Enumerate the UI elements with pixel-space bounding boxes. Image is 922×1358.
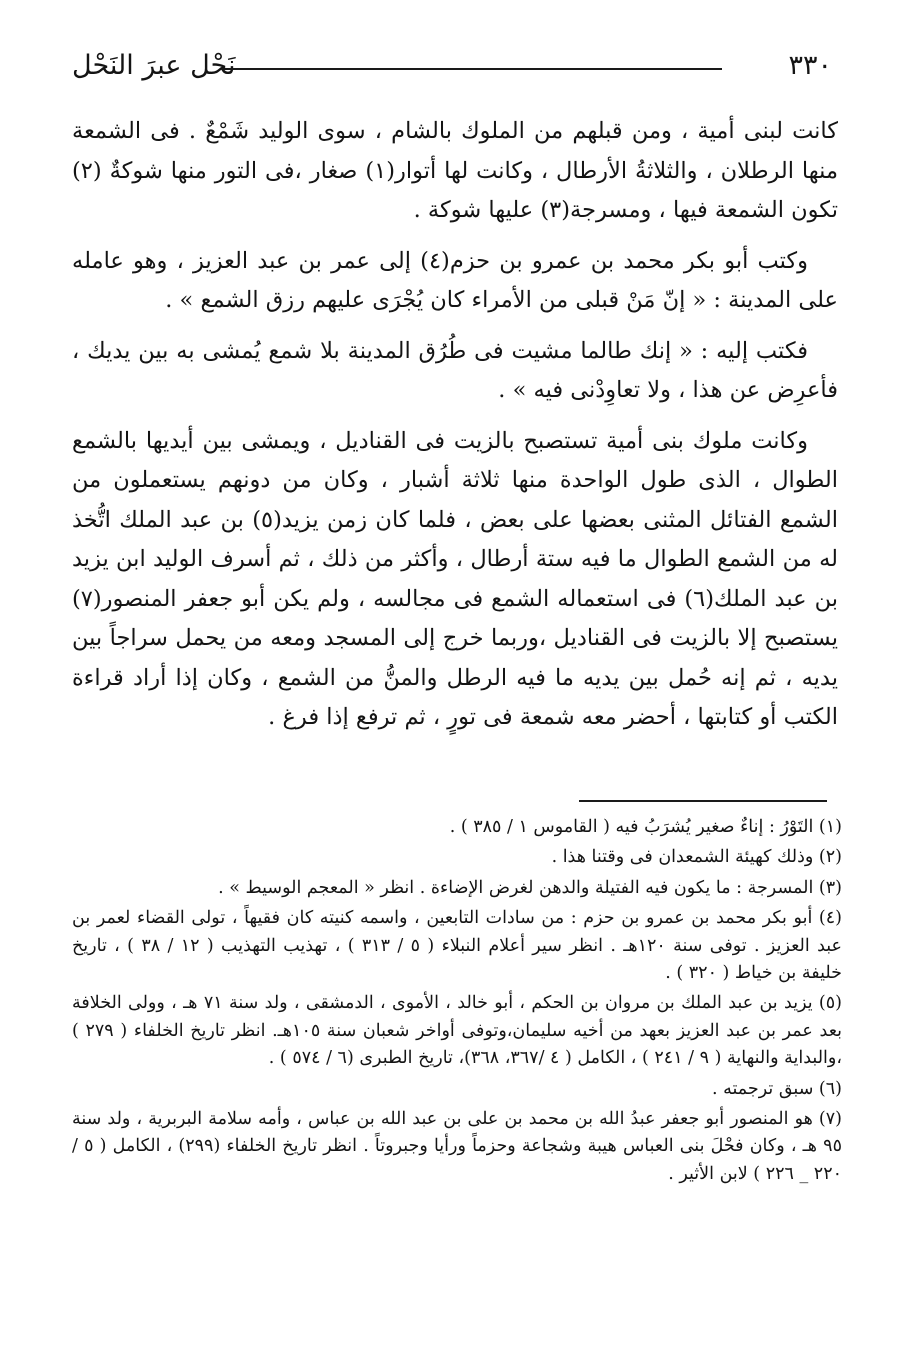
footnote: (٥) يزيد بن عبد الملك بن مروان بن الحكم ، أبو خالد ، الأموى ، الدمشقى ، ولد سنة ٧١ هـ ، وولى الخلافة بعد عمر بن عبد العزيز بعهد من أخيه سليمان،وتوفى أواخر شعبان سنة ١٠٥هـ. انظر تاريخ الخلفاء ( ٢٧٩ ) ،والبداية والنهاية ( ٩ / ٢٤١ ) ، الكامل ( ٤ /٣٦٧، ٣٦٨)، تاريخ الطبرى (٦ / ٥٧٤ ) . [72, 993, 843, 1069]
footnote: (٣) المسرجة : ما يكون فيه الفتيلة والدهن لغرض الإضاءة . انظر « المعجم الوسيط » . [218, 877, 842, 898]
running-title: نَحْل عبرَ النَحْل [72, 50, 236, 81]
page-number: ٣٣٠ [788, 50, 832, 81]
footnote: (٧) هو المنصور أبو جعفر عبدُ الله بن محمد بن على بن عبد الله بن عباس ، وأمه سلامة البربرية ، ولد سنة ٩٥ هـ ، وكان فحْلَ بنى العباس هيبة وشجاعة وحزماً ورأيا وجبروتاً . انظر تاريخ الخلفاء (٢٩٩) ، الكامل ( ٥ / ٢٢٠ _ ٢٢٦ ) لابن الأثير . [72, 1109, 842, 1184]
main-text [72, 112, 838, 749]
paragraph: وكانت ملوك بنى أمية تستصبح بالزيت فى القناديل ، ويمشى بين أيديها بالشمع الطوال ، الذى طول الواحدة منها ثلاثة أشبار ، وكان من دونهم يستعملون من الشمع الفتائل المثنى بعضها على بعض ، فلما كان زمن يزيد(٥) بن عبد الملك اتُّخذ له من الشمع الطوال ما فيه ستة أرطال ، وأكثر من ذلك ، ثم أسرف الوليد ابن يزيد بن عبد الملك(٦) فى استعماله الشمع فى مجالسه ، ولم يكن أبو جعفر المنصور(٧) يستصبح إلا بالزيت فى القناديل ،وربما خرج إلى المسجد ومعه من يحمل سراجاً بين يديه ، ثم إنه حُمل بين يديه ما فيه الرطل والمنُّ من الشمع ، وكان إذا أراد قراءة الكتب أو كتابتها ، أحضر معه شمعة فى تورٍ ، ثم ترفع إذا فرغ . [72, 427, 838, 730]
footnote-separator [579, 800, 827, 802]
header-rule [222, 68, 722, 70]
footnote: (٦) سبق ترجمته . [712, 1078, 842, 1099]
paragraph: فكتب إليه : « إنك طالما مشيت فى طُرُق المدينة بلا شمع يُمشى به بين يديك ، فأعرِض عن هذا ، ولا تعاوِدْنى فيه » . [72, 337, 838, 403]
paragraph: كانت لبنى أمية ، ومن قبلهم من الملوك بالشام ، سوى الوليد شَمْعٌ . فى الشمعة منها الرطلان ، والثلاثةُ الأرطال ، وكانت لها أتوار(١) صغار ،فى التور منها شوكةٌ (٢) تكون الشمعة فيها ، ومسرجة(٣) عليها شوكة . [72, 118, 838, 223]
footnote: (٤) أبو بكر محمد بن عمرو بن حزم : من سادات التابعين ، واسمه كنيته كان فقيهاً ، تولى القضاء لعمر بن عبد العزيز . توفى سنة ١٢٠هـ . انظر سير أعلام النبلاء ( ٥ / ٣١٣ ) ، تهذيب التهذيب ( ١٢ / ٣٨ ) ، تاريخ خليفة بن خياط ( ٣٢٠ ) . [72, 908, 842, 984]
page-header [72, 48, 832, 88]
footnotes [72, 814, 842, 1191]
footnote: (٢) وذلك كهيئة الشمعدان فى وقتنا هذا . [551, 847, 842, 868]
paragraph: وكتب أبو بكر محمد بن عمرو بن حزم(٤) إلى عمر بن عبد العزيز ، وهو عامله على المدينة : « إنّ مَنْ قبلى من الأمراء كان يُجْرَى عليهم رزق الشمع » . [72, 247, 838, 313]
footnote: (١) التَوْرُ : إناءٌ صغير يُشرَبُ فيه ( القاموس ١ / ٣٨٥ ) . [449, 817, 842, 837]
